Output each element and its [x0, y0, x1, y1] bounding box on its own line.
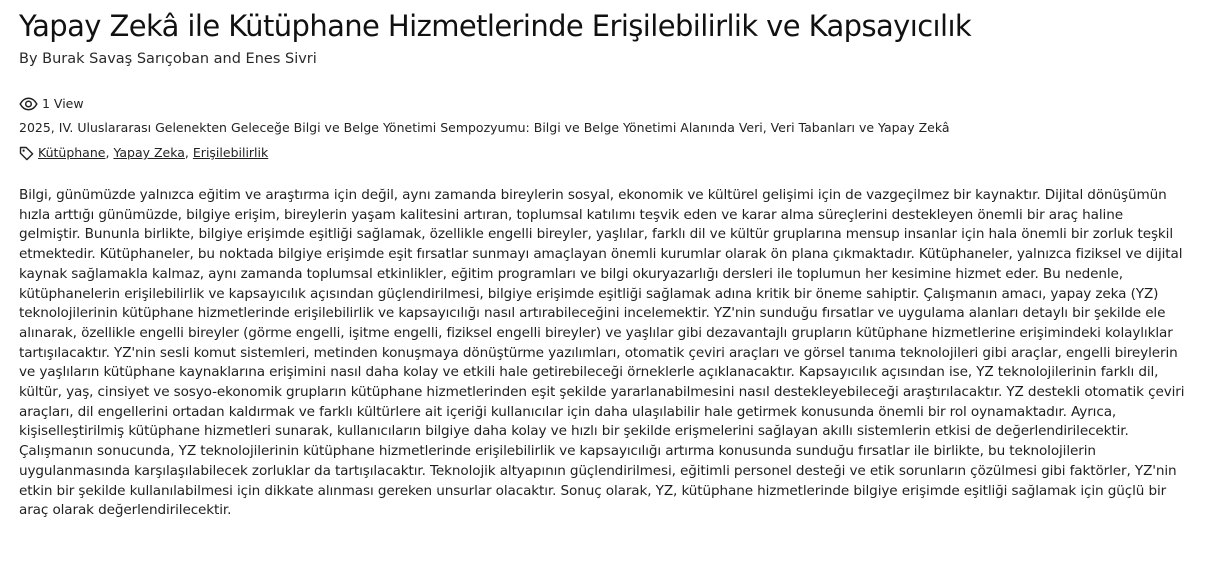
- publication-venue: 2025, IV. Uluslararası Gelenekten Geleceğe Bilgi ve Belge Yönetimi Sempozyumu: Bilgi ve Belge Yönetimi Alanında Veri, Veri Tabanları ve Yapay Zekâ: [19, 120, 950, 135]
- eye-icon: [19, 97, 38, 111]
- tag-link[interactable]: Kütüphane: [38, 145, 106, 160]
- tag-list: [19, 144, 1183, 162]
- tag-separator: ,: [105, 145, 110, 160]
- abstract-text: Bilgi, günümüzde yalnızca eğitim ve araştırma için değil, aynı zamanda bireylerin sosyal, ekonomik ve kültürel gelişimi için de vazgeçilmez bir kaynaktır. Dijital dönüşümün hızla arttığı günümüzde, bilgiye erişim, bireylerin yaşam kalitesini artıran, toplumsal katılımı teşvik eden ve karar alma süreçlerini destekleyen önemli bir araç haline gelmiştir. Bununla birlikte, bilgiye erişimde eşitliği sağlamak, özellikle engelli bireyler, yaşlılar, farklı dil ve kültür gruplarına mensup insanlar için hala önemli bir zorluk teşkil etmektedir. Kütüphaneler, bu noktada bilgiye erişimde eşit fırsatlar sunmayı amaçlayan önemli kurumlar olarak ön plana çıkmaktadır. Kütüphaneler, yalnızca fiziksel ve dijital kaynak sağlamakla kalmaz, aynı zamanda toplumsal etkinlikler, eğitim programları ve bilgi okuryazarlığı dersleri ile toplumun her kesimine hizmet eder. Bu nedenle, kütüphanelerin erişilebilirlik ve kapsayıcılık açısından güçlendirilmesi, bilgiye erişimde eşitliği sağlamak adına kritik bir öneme sahiptir. Çalışmanın amacı, yapay zeka (YZ) teknolojilerinin kütüphane hizmetlerinde erişilebilirlik ve kapsayıcılığı nasıl artırabileceğini incelemektir. YZ'nin sunduğu fırsatlar ve uygulama alanları detaylı bir şekilde ele alınarak, özellikle engelli bireyler (görme engelli, işitme engelli, fiziksel engelli bireyler) ve yaşlılar gibi dezavantajlı grupların kütüphane hizmetlerine erişimindeki kolaylıklar tartışılacaktır. YZ'nin sesli komut sistemleri, metinden konuşmaya dönüştürme yazılımları, otomatik çeviri araçları ve görsel tanıma teknolojileri gibi araçlar, engelli bireylerin ve yaşlıların kütüphane kaynaklarına erişimini nasıl daha kolay ve etkili hale getirebileceği örneklerle açıklanacaktır. Kapsayıcılık açısından ise, YZ teknolojilerinin farklı dil, kültür, yaş, cinsiyet ve sosyo-ekonomik grupların kütüphane hizmetlerinden eşit şekilde yararlanabilmesini nasıl destekleyebileceği araştırılacaktır. YZ destekli otomatik çeviri araçları, dil engellerini ortadan kaldırmak ve farklı kültürlere ait içeriği kullanıcılar için daha ulaşılabilir hale getirmek konusunda önemli bir rol oynamaktadır. Ayrıca, kişiselleştirilmiş kütüphane hizmetleri sunarak, kullanıcıların bilgiye daha kolay ve hızlı bir şekilde erişmelerini sağlayan akıllı sistemlerin etkisi de değerlendirilecektir. Çalışmanın sonucunda, YZ teknolojilerinin kütüphane hizmetlerinde erişilebilirlik ve kapsayıcılığı artırma konusunda sunduğu fırsatlar ile birlikte, bu teknolojilerin uygulanmasında karşılaşılabilecek zorluklar da tartışılacaktır. Teknolojik altyapının güçlendirilmesi, eğitimli personel desteği ve etik sorunların çözülmesi gibi faktörler, YZ'nin etkin bir şekilde kullanılabilmesi için dikkate alınması gereken unsurlar olacaktır. Sonuç olarak, YZ, kütüphane hizmetlerinde bilgiye erişimde eşitliği sağlamak için güçlü bir araç olarak değerlendirilecektir.: [19, 187, 1185, 519]
- tag-separator: ,: [184, 145, 189, 160]
- tag-link[interactable]: Erişilebilirlik: [192, 145, 269, 160]
- view-count: [19, 95, 1183, 113]
- authors-line: By Burak Savaş Sarıçoban and Enes Sivri: [19, 51, 317, 67]
- view-count-label: 1 View: [42, 96, 84, 111]
- tag-link[interactable]: Yapay Zeka: [113, 145, 185, 160]
- tag-icon: [19, 146, 34, 161]
- page-title: Yapay Zekâ ile Kütüphane Hizmetlerinde Erişilebilirlik ve Kapsayıcılık: [19, 9, 972, 43]
